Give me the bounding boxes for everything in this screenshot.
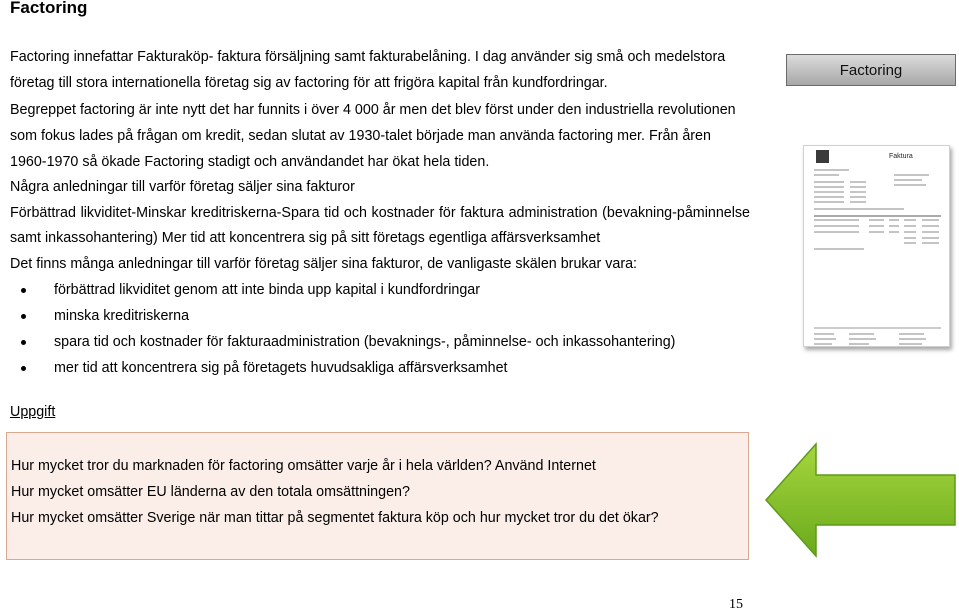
left-arrow-icon [762, 440, 958, 560]
invoice-thumbnail [803, 145, 950, 347]
task-question-1: Hur mycket tror du marknaden för factoring omsätter varje år i hela världen? Använd Internet [11, 458, 596, 474]
invoice-title: Faktura [889, 153, 913, 160]
common-reasons-paragraph: Det finns många anledningar till varför företag säljer sina fakturor, de vanligaste skälen brukar vara: [10, 255, 638, 272]
reasons-heading: Några anledningar till varför företag säljer sina fakturor [10, 179, 355, 196]
page-title: Factoring [10, 0, 88, 17]
list-item: mer tid att koncentrera sig på företagets huvudsakliga affärsverksamhet [10, 355, 750, 381]
list-item: minska kreditriskerna [10, 303, 750, 329]
factoring-button-label: Factoring [839, 61, 903, 79]
page-number: 15 [729, 597, 743, 612]
list-item: spara tid och kostnader för fakturaadministration (bevaknings-, påminnelse- och inkassohantering) [10, 329, 750, 355]
list-item: förbättrad likviditet genom att inte binda upp kapital i kundfordringar [10, 277, 750, 303]
reasons-list [10, 277, 750, 381]
reasons-paragraph: Förbättrad likviditet-Minskar kreditriskerna-Spara tid och kostnader för faktura administration (bevakning-påminnelse samt inkassohantering) Mer tid att koncentrera sig på sitt företags egentliga affärsverksamhet [10, 204, 750, 247]
task-heading: Uppgift [10, 404, 56, 420]
task-box [6, 432, 749, 560]
main-text [10, 44, 750, 381]
history-paragraph: Begreppet factoring är inte nytt det har funnits i över 4 000 år men det blev först under den industriella revolutionen som fokus lades på frågan om kredit, sedan slutat av 1930-talet började man använda factoring mer. Från åren 1960-1970 så ökade Factoring stadigt och användandet har ökat hela tiden. [10, 101, 736, 171]
intro-paragraph: Factoring innefattar Fakturaköp- faktura försäljning samt fakturabelåning. I dag använder sig små och medelstora företag till stora internationella företag sig av factoring för att frigöra kapital från kundfordringar. [10, 49, 726, 92]
task-question-2: Hur mycket omsätter EU länderna av den totala omsättningen? [11, 484, 410, 500]
invoice-illustration [804, 146, 949, 346]
task-question-3: Hur mycket omsätter Sverige när man tittar på segmentet faktura köp och hur mycket tror du det ökar? [11, 510, 659, 526]
factoring-button[interactable] [786, 54, 956, 86]
